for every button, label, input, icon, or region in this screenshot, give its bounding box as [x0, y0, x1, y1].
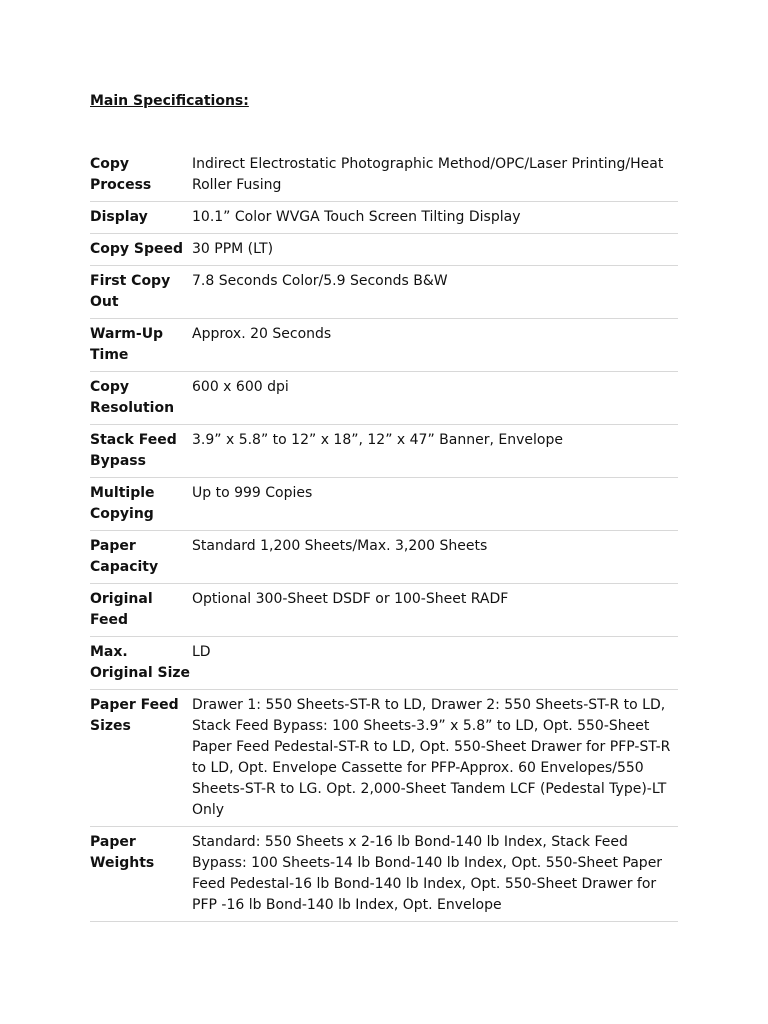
spec-label: Display	[90, 202, 192, 234]
page-title: Main Specifications:	[90, 93, 249, 109]
spec-label: Paper Weights	[90, 827, 192, 922]
spec-row-copy-speed	[90, 234, 678, 266]
spec-value: 600 x 600 dpi	[192, 372, 678, 425]
spec-label: Copy Speed	[90, 234, 192, 266]
spec-label: Original Feed	[90, 584, 192, 637]
spec-value: 30 PPM (LT)	[192, 234, 678, 266]
spec-row-paper-weights	[90, 827, 678, 922]
spec-value: 10.1” Color WVGA Touch Screen Tilting Display	[192, 202, 678, 234]
spec-value: 7.8 Seconds Color/5.9 Seconds B&W	[192, 266, 678, 319]
spec-row-copy-resolution	[90, 372, 678, 425]
document-page	[90, 92, 678, 922]
spec-label: Paper Capacity	[90, 531, 192, 584]
specifications-table	[90, 154, 678, 922]
spec-row-max-original-size	[90, 637, 678, 690]
spec-label: First Copy Out	[90, 266, 192, 319]
spec-label: Warm-Up Time	[90, 319, 192, 372]
spec-value: Up to 999 Copies	[192, 478, 678, 531]
spec-row-multiple-copying	[90, 478, 678, 531]
spec-label: Max. Original Size	[90, 637, 192, 690]
spec-row-copy-process	[90, 154, 678, 202]
spec-row-original-feed	[90, 584, 678, 637]
spec-row-paper-feed-sizes	[90, 690, 678, 827]
spec-value: Indirect Electrostatic Photographic Method/OPC/Laser Printing/Heat Roller Fusing	[192, 154, 678, 202]
spec-label: Copy Process	[90, 154, 192, 202]
spec-row-first-copy-out	[90, 266, 678, 319]
spec-value: Standard: 550 Sheets x 2-16 lb Bond-140 lb Index, Stack Feed Bypass: 100 Sheets-14 lb Bond-140 lb Index, Opt. 550-Sheet Paper Feed Pedestal-16 lb Bond-140 lb Index, Opt. 550-Sheet Drawer for PFP -16 lb Bond-140 lb Index, Opt. Envelope	[192, 827, 678, 922]
spec-value: LD	[192, 637, 678, 690]
spec-value: Drawer 1: 550 Sheets-ST-R to LD, Drawer 2: 550 Sheets-ST-R to LD, Stack Feed Bypass: 100 Sheets-3.9” x 5.8” to LD, Opt. 550-Sheet Paper Feed Pedestal-ST-R to LD, Opt. 550-Sheet Drawer for PFP-ST-R to LD, Opt. Envelope Cassette for PFP-Approx. 60 Envelopes/550 Sheets-ST-R to LG. Opt. 2,000-Sheet Tandem LCF (Pedestal Type)-LT Only	[192, 690, 678, 827]
spec-row-display	[90, 202, 678, 234]
spec-value: Optional 300-Sheet DSDF or 100-Sheet RADF	[192, 584, 678, 637]
spec-label: Copy Resolution	[90, 372, 192, 425]
spec-row-warm-up-time	[90, 319, 678, 372]
spec-row-paper-capacity	[90, 531, 678, 584]
spec-label: Multiple Copying	[90, 478, 192, 531]
spec-value: Standard 1,200 Sheets/Max. 3,200 Sheets	[192, 531, 678, 584]
spec-value: Approx. 20 Seconds	[192, 319, 678, 372]
spec-value: 3.9” x 5.8” to 12” x 18”, 12” x 47” Banner, Envelope	[192, 425, 678, 478]
spec-label: Paper Feed Sizes	[90, 690, 192, 827]
spec-row-stack-feed-bypass	[90, 425, 678, 478]
spec-label: Stack Feed Bypass	[90, 425, 192, 478]
